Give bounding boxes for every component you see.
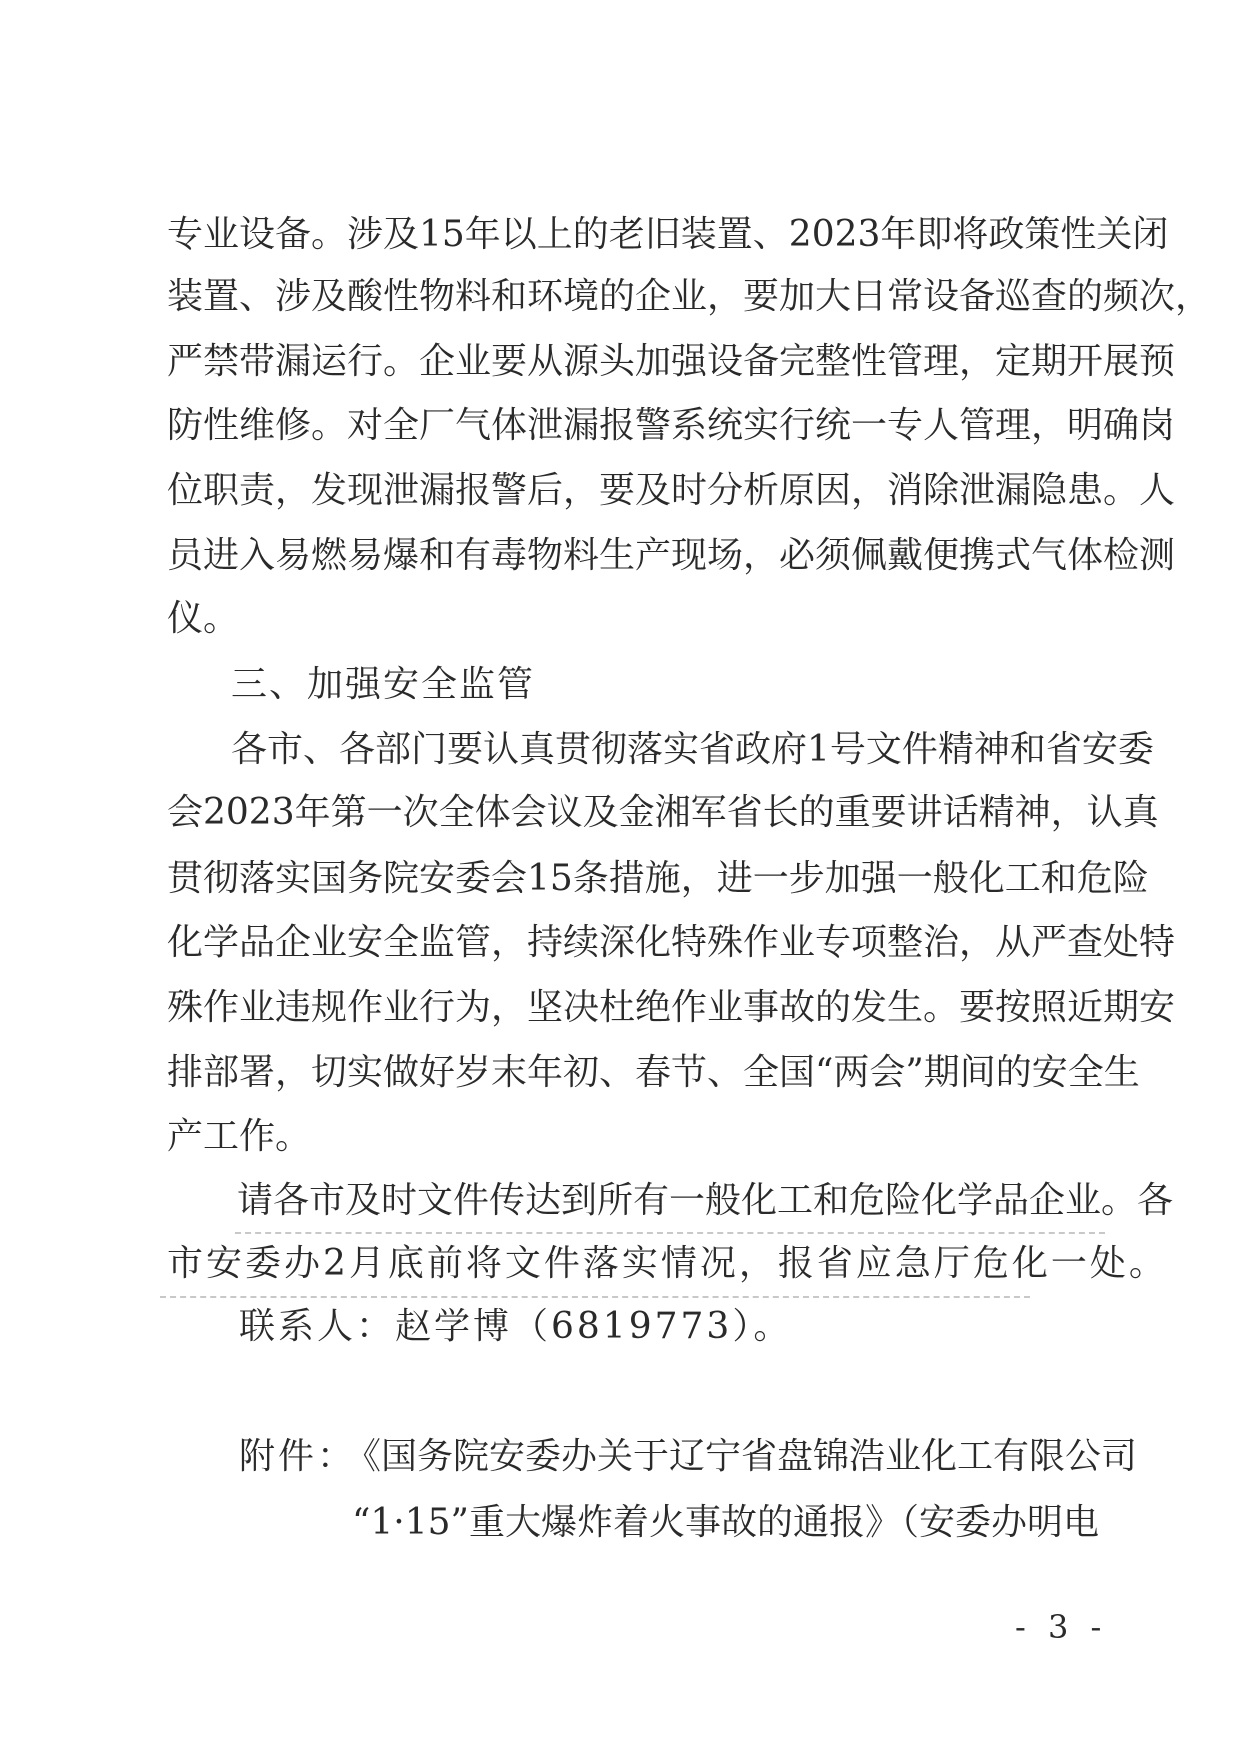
- text-line: 贯彻落实国务院安委会15条措施，进一步加强一般化工和危险: [167, 858, 1149, 899]
- text-line: 防性维修。对全厂气体泄漏报警系统实行统一专人管理，明确岗: [167, 405, 1176, 446]
- text-line: 专业设备。涉及15年以上的老旧装置、2023年即将政策性关闭: [167, 214, 1169, 255]
- text-line: 殊作业违规作业行为，坚决杜绝作业事故的发生。要按照近期安: [167, 987, 1176, 1028]
- attachment-label: 附件：: [239, 1436, 357, 1477]
- text-line: 产工作。: [167, 1116, 312, 1157]
- text-line: 化学品企业安全监管，持续深化特殊作业专项整治，从严查处特: [167, 922, 1176, 963]
- section-heading: 三、加强安全监管: [231, 664, 536, 705]
- text-line: 位职责，发现泄漏报警后，要及时分析原因，消除泄漏隐患。人: [167, 470, 1176, 511]
- text-line: 严禁带漏运行。企业要从源头加强设备完整性管理，定期开展预: [167, 341, 1176, 382]
- text-line: 请各市及时文件传达到所有一般化工和危险化学品企业。各: [237, 1180, 1174, 1221]
- text-line: 排部署，切实做好岁末年初、春节、全国“两会”期间的安全生: [167, 1052, 1140, 1093]
- attachment-title: 《国务院安委办关于辽宁省盘锦浩业化工有限公司: [345, 1436, 1138, 1477]
- text-line: 各市、各部门要认真贯彻落实省政府1号文件精神和省安委: [231, 729, 1154, 770]
- text-line: 员进入易燃易爆和有毒物料生产现场，必须佩戴便携式气体检测: [167, 535, 1176, 576]
- underline: [235, 1232, 1105, 1234]
- attachment-title: “1·15”重大爆炸着火事故的通报》（安委办明电: [352, 1502, 1099, 1543]
- text-line: 仪。: [167, 598, 240, 639]
- text-line: 市安委办2月底前将文件落实情况，报省应急厅危化一处。: [167, 1243, 1168, 1284]
- text-line: 装置、涉及酸性物料和环境的企业，要加大日常设备巡查的频次，: [167, 276, 1212, 317]
- contact-line: 联系人：赵学博（6819773）。: [239, 1306, 793, 1347]
- underline: [160, 1296, 1030, 1298]
- page-number: - 3 -: [1015, 1608, 1108, 1646]
- text-line: 会2023年第一次全体会议及金湘军省长的重要讲话精神，认真: [167, 792, 1159, 833]
